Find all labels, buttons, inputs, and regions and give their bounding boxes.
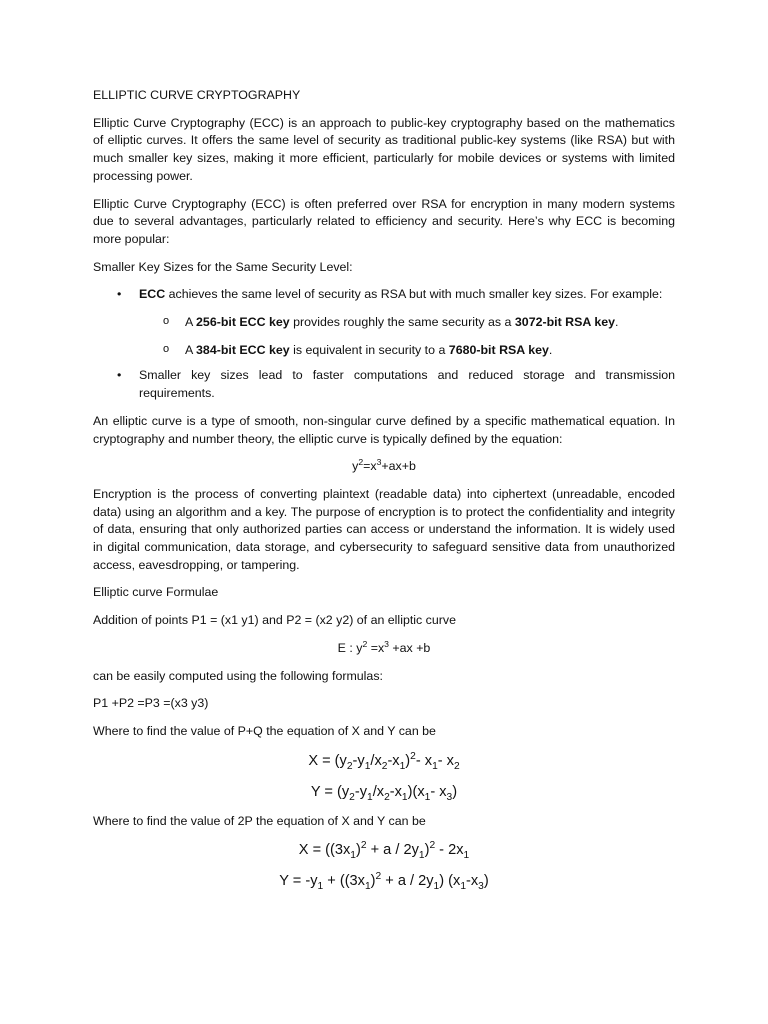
formula-y-doubling: $Y = -y_1 + ((3x_1)^2 + a / 2y_1)$ $(x_1-x_3)$ bbox=[279, 871, 489, 893]
where-pq-line: Where to find the value of P+Q the equation of X and Y can be bbox=[93, 723, 436, 738]
ecc-key-size: 384-bit ECC key bbox=[196, 342, 290, 357]
formulae-heading: Elliptic curve Formulae bbox=[93, 585, 219, 600]
formula-x-doubling: $X = ((3x_1)^2 + a / 2y_1)^2 - 2x_1$ bbox=[298, 840, 470, 862]
addition-line: Addition of points P1 = (x1 y1) and P2 = (x2 y2) of an elliptic curve bbox=[93, 613, 456, 628]
encryption-paragraph: Encryption is the process of converting plaintext (readable data) into ciphertext (unreadable, encoded data) using an algorithm and a key. The purpose of encryption is to protect the confidentiality and integrity of data, ensuring that only authorized parties can access or understand the information. It is widely used in digital communication, data storage, and cybersecurity to safeguard sensitive data from unauthorized access, eavesdropping, or tampering. bbox=[93, 486, 675, 572]
formula-x-addition: $X = (y_2-y_1/x_2-x_1)^2-$ $x_1-$ $x_2$ bbox=[308, 750, 460, 772]
rsa-key-size: 3072-bit RSA key bbox=[514, 315, 615, 330]
key-sizes-list bbox=[93, 286, 675, 403]
list-item: o A 256-bit ECC key provides roughly the same security as a 3072-bit RSA key. bbox=[163, 315, 619, 330]
bullet-text: achieves the same level of security as RSA but with much smaller key sizes. For example: bbox=[165, 287, 663, 302]
bullet-icon: • bbox=[117, 287, 122, 302]
where-2p-line: Where to find the value of 2P the equation of X and Y can be bbox=[93, 813, 426, 828]
ecc-key-size: 256-bit ECC key bbox=[196, 315, 290, 330]
list-item: o A 384-bit ECC key is equivalent in security to a 7680-bit RSA key. bbox=[163, 342, 553, 357]
intro-paragraph: Elliptic Curve Cryptography (ECC) is an approach to public-key cryptography based on the mathematics of elliptic curves. It offers the same level of security as traditional public-key systems (like RSA) but with much smaller key sizes, making it more efficient, particularly for mobile devices or systems with limited processing power. bbox=[93, 115, 675, 183]
document-title: ELLIPTIC CURVE CRYPTOGRAPHY bbox=[93, 88, 301, 102]
computed-line: can be easily computed using the following formulas: bbox=[93, 668, 383, 683]
bullet-icon: • bbox=[117, 368, 122, 383]
circle-bullet-icon: o bbox=[163, 342, 170, 355]
bullet-bold-text: ECC bbox=[139, 287, 166, 302]
document-body bbox=[93, 87, 675, 902]
bullet-text: Smaller key sizes lead to faster computations and reduced storage and transmission requirements. bbox=[139, 368, 675, 401]
curve-equation-e: E : $y^2 =x^3 +ax +b$ bbox=[337, 638, 431, 655]
list-item bbox=[93, 367, 675, 402]
point-sum-line: P1 +P2 =P3 =(x3 y3) bbox=[93, 696, 209, 711]
formula-y-addition: $Y = (y_2-y_1/x_2-x_1)(x_1-$ $x_3$) bbox=[310, 783, 458, 803]
list-item bbox=[93, 286, 675, 359]
curve-equation: $y^2=x^3+ax+b$ bbox=[352, 457, 416, 474]
example-sublist bbox=[139, 314, 675, 359]
elliptic-curve-definition: An elliptic curve is a type of smooth, non-singular curve defined by a specific mathematical equation. In cryptography and number theory, the elliptic curve is typically defined by the equation: bbox=[93, 413, 675, 446]
circle-bullet-icon: o bbox=[163, 315, 170, 328]
rsa-key-size: 7680-bit RSA key bbox=[448, 342, 549, 357]
key-sizes-heading: Smaller Key Sizes for the Same Security Level: bbox=[93, 259, 353, 274]
ecc-preference-paragraph: Elliptic Curve Cryptography (ECC) is often preferred over RSA for encryption in many modern systems due to several advantages, particularly related to efficiency and security. Here’s why ECC is becoming more popular: bbox=[93, 196, 675, 246]
